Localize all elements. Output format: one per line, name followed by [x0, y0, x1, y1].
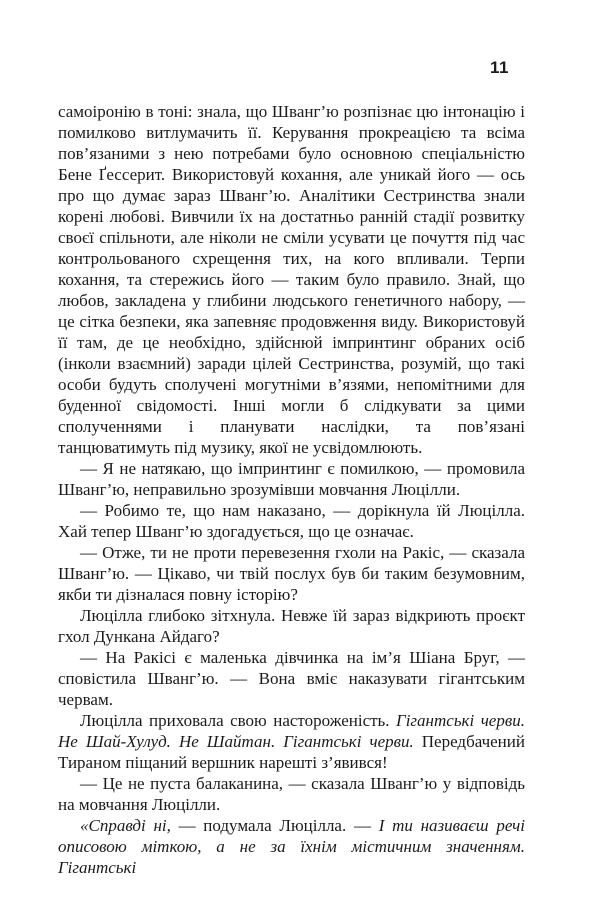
paragraph [58, 542, 525, 605]
paragraph [58, 605, 525, 647]
paragraph [58, 500, 525, 542]
text-segment: «Справді ні, [80, 816, 171, 835]
paragraph [58, 773, 525, 815]
text-segment: І ти називаєш речі описовою міткою, а не за їхнім містичним значенням. Гігантські [58, 816, 526, 877]
text-segment: — Робимо те, що нам наказано, — дорікнула їй Люцілла. Хай тепер Шванг’ю здогадується, що це означає. [58, 501, 525, 541]
paragraph [58, 647, 525, 710]
text-segment: — На Ракісі є маленька дівчинка на ім’я Шіана Бруг, — сповістила Шванг’ю. — Вона вміє наказувати гігантським червам. [58, 648, 525, 709]
paragraph [58, 710, 525, 773]
paragraph [58, 458, 525, 500]
text-segment: — подумала Люцілла. — [170, 816, 379, 835]
paragraph [58, 815, 525, 878]
text-segment: самоіронію в тоні: знала, що Шванг’ю розпізнає цю інтонацію і помилково витлумачить її. Керування прокреацією та всіма пов’язаними з нею потребами було основною спеціальністю Бене Ґессерит. Використовуй кохання, але уникай його — ось про що думає зараз Шванг’ю. Аналітики Сестринства знали корені любові. Вивчили їх на достатньо ранній стадії розвитку своєї спільноти, але ніколи не сміли усувати це почуття під час контрольованого схрещення тих, на кого впливали. Терпи кохання, та стережись його — таким було правило. Знай, що любов, закладена у глибини людського генетичного набору, — це сітка безпеки, яка запевняє продовження виду. Використовуй її там, де це необхідно, здійснюй імпринтинг обраних осіб (інколи взаємний) заради цілей Сестринства, розумій, що такі особи будуть сполучені могутніми в’язями, непомітними для буденної свідомості. Інші могли б слідкувати за цими сполученнями і планувати наслідки, та пов’язані танцюватимуть під музику, якої не усвідомлюють. [58, 102, 525, 457]
text-segment: Люцілла приховала свою настороженість. [80, 711, 397, 730]
body-text [58, 101, 525, 878]
text-segment: — Отже, ти не проти перевезення гхоли на Ракіс, — сказала Шванг’ю. — Цікаво, чи твій послух був би таким безумовним, якби ти дізналася повну історію? [58, 543, 525, 604]
text-segment: Гігантські черви. Не Шай-Хулуд. Не Шайтан. Гігантські черви. [58, 711, 525, 751]
text-segment: — Я не натякаю, що імпринтинг є помилкою, — промовила Шванг’ю, неправильно зрозумівши мовчання Люцілли. [58, 459, 525, 499]
page-number: 11 [490, 58, 509, 77]
text-segment: — Це не пуста балаканина, — сказала Шванг’ю у відповідь на мовчання Люцілли. [58, 774, 525, 814]
text-segment: Люцілла глибоко зітхнула. Невже їй зараз відкриють проєкт гхол Дункана Айдаго? [58, 606, 525, 646]
text-segment: Передбачений Тираном піщаний вершник нарешті з’явився! [58, 732, 525, 772]
paragraph [58, 101, 525, 458]
